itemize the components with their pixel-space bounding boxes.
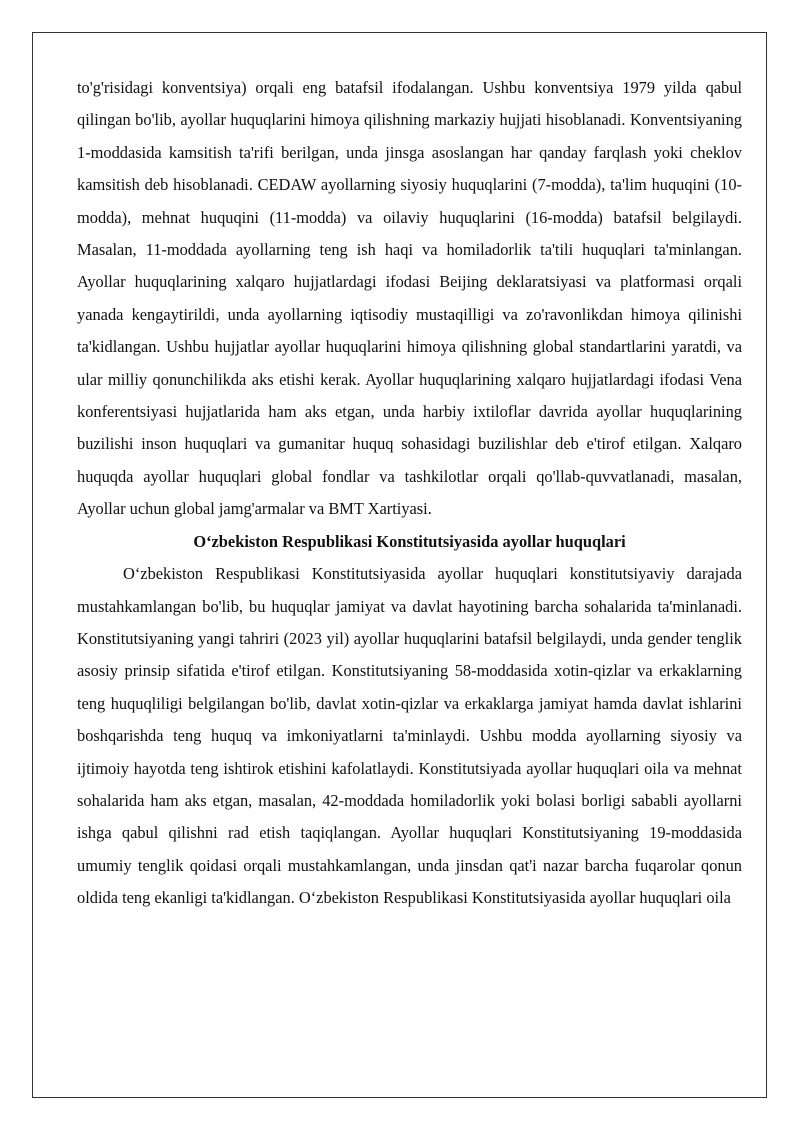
body-paragraph-cedaw: to'g'risidagi konventsiya) orqali eng batafsil ifodalangan. Ushbu konventsiya 1979 yilda qabul qilingan bo'lib, ayollar huquqlarini himoya qilishning markaziy hujjati hisoblanadi. Konventsiyaning 1-moddasida kamsitish ta'rifi berilgan, unda jinsga asoslangan har qanday farqlash yoki cheklov kamsitish deb hisoblanadi. CEDAW ayollarning siyosiy huquqlarini (7-modda), ta'lim huquqini (10-modda), mehnat huquqini (11-modda) va oilaviy huquqlarini (16-modda) batafsil belgilaydi. Masalan, 11-moddada ayollarning teng ish haqi va homiladorlik ta'tili huquqlari ta'minlangan. Ayollar huquqlarining xalqaro hujjatlardagi ifodasi Beijing deklaratsiyasi va platformasi orqali yanada kengaytirildi, unda ayollarning iqtisodiy mustaqilligi va zo'ravonlikdan himoya qilinishi ta'kidlangan. Ushbu hujjatlar ayollar huquqlarini himoya qilishning global standartlarini yaratdi, va ular milliy qonunchilikda aks etishi kerak. Ayollar huquqlarining xalqaro hujjatlardagi ifodasi Vena konferentsiyasi hujjatlarida ham aks etgan, unda harbiy ixtiloflar davrida ayollar huquqlarining buzilishi inson huquqlari va gumanitar huquq sohasidagi buzilishlar deb e'tirof etilgan. Xalqaro huquqda ayollar huquqlari global fondlar va tashkilotlar orqali qo'llab-quvvatlanadi, masalan, Ayollar uchun global jamg'armalar va BMT Xartiyasi. — [77, 78, 742, 519]
section-heading: O‘zbekiston Respublikasi Konstitutsiyasida ayollar huquqlari — [193, 531, 626, 551]
body-paragraph-constitution: O‘zbekiston Respublikasi Konstitutsiyasida ayollar huquqlari konstitutsiyaviy darajada mustahkamlangan bo'lib, bu huquqlar jamiyat va davlat hayotining barcha sohalarida ta'minlanadi. Konstitutsiyaning yangi tahriri (2023 yil) ayollar huquqlarini batafsil belgilaydi, unda gender tenglik asosiy prinsip sifatida e'tirof etilgan. Konstitutsiyaning 58-moddasida xotin-qizlar va erkaklarning teng huquqliligi belgilangan bo'lib, davlat xotin-qizlar va erkaklarga jamiyat hamda davlat ishlarini boshqarishda teng huquq va imkoniyatlarni ta'minlaydi. Ushbu modda ayollarning siyosiy va ijtimoiy hayotda teng ishtirok etishini kafolatlaydi. Konstitutsiyada ayollar huquqlari oila va mehnat sohalarida ham aks etgan, masalan, 42-moddada homiladorlik yoki bolasi borligi sababli ayollarni ishga qabul qilishni rad etish taqiqlangan. Ayollar huquqlari Konstitutsiyaning 19-moddasida umumiy tenglik qoidasi orqali mustahkamlangan, unda jinsdan qat'i nazar barcha fuqarolar qonun oldida teng ekanligi ta'kidlangan. O‘zbekiston Respublikasi Konstitutsiyasida ayollar huquqlari oila — [77, 564, 742, 908]
document-body — [77, 72, 742, 915]
